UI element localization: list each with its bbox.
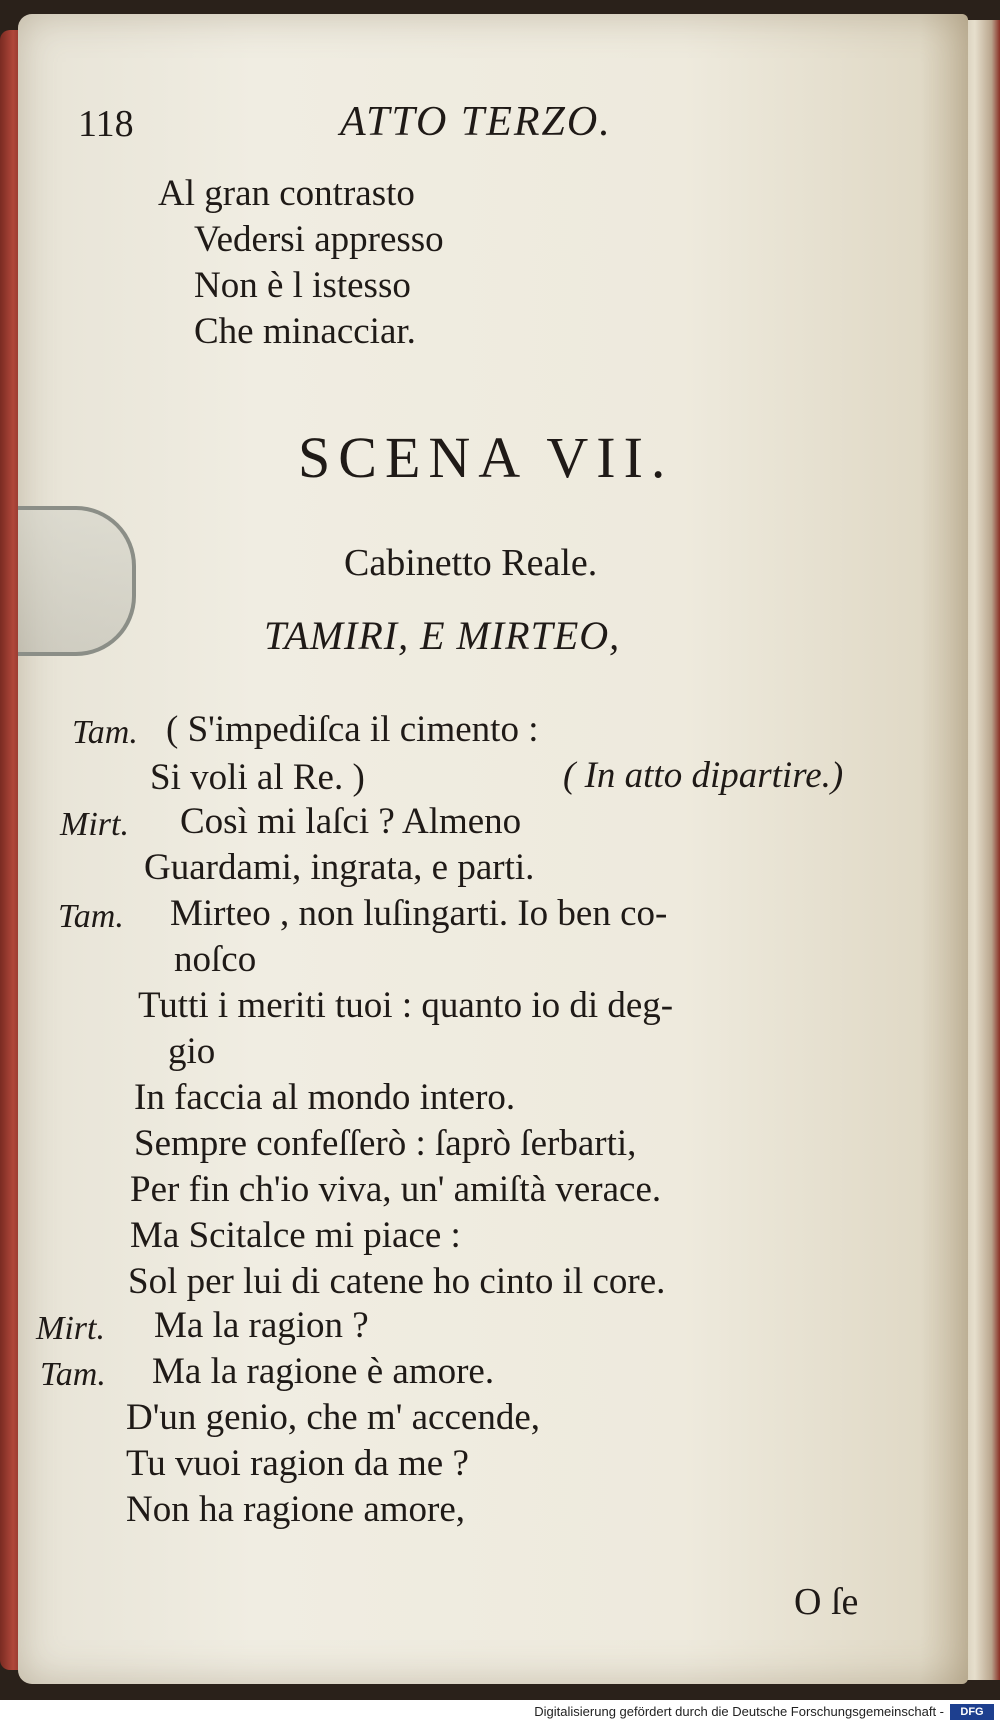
speaker-label: Tam. [40, 1356, 106, 1393]
running-head: ATTO TERZO. [340, 99, 612, 145]
scene-setting: Cabinetto Reale. [344, 542, 598, 584]
credit-text: Digitalisierung gefördert durch die Deutsche Forschungsgemeinschaft - [534, 1704, 944, 1719]
dialogue-line: Tutti i meriti tuoi : quanto io di deg- [138, 985, 674, 1026]
dialogue-line: noſco [174, 939, 257, 980]
catchword: O ſe [794, 1581, 859, 1623]
dialogue-line: Ma Scitalce mi piace : [130, 1215, 461, 1256]
dialogue-line: Così mi laſci ? Almeno [180, 801, 522, 842]
dialogue-line: Mirteo , non luſingarti. Io ben co- [170, 893, 668, 934]
dialogue-line: Per fin ch'io viva, un' amiſtà verace. [130, 1169, 662, 1210]
dialogue-line: Ma la ragione è amore. [152, 1351, 495, 1392]
dialogue-line: D'un genio, che m' accende, [126, 1397, 540, 1438]
speaker-label: Tam. [58, 898, 124, 935]
dialogue-line: Si voli al Re. ) [150, 757, 365, 798]
dialogue-line: Non ha ragione amore, [126, 1489, 466, 1530]
digitization-credit [0, 1700, 1000, 1724]
dialogue-line: Tu vuoi ragion da me ? [126, 1443, 469, 1484]
dialogue-line: Guardami, ingrata, e parti. [144, 847, 535, 888]
page-number: 118 [78, 103, 134, 145]
page [18, 14, 968, 1684]
bookmark-clip [18, 506, 136, 656]
dialogue-line: gio [168, 1031, 216, 1072]
dfg-logo: DFG [950, 1704, 994, 1720]
dialogue-line: Sol per lui di catene ho cinto il core. [128, 1261, 666, 1302]
dialogue-line: In faccia al mondo intero. [134, 1077, 516, 1118]
scene-title: SCENA VII. [298, 425, 674, 490]
dialogue-line: Sempre confeſſerò : ſaprò ſerbarti, [134, 1123, 637, 1164]
dialogue-line: ( S'impediſca il cimento : [166, 709, 539, 750]
speaker-label: Mirt. [60, 806, 129, 843]
aria-line: Al gran contrasto [158, 173, 415, 214]
dialogue-line: Ma la ragion ? [154, 1305, 369, 1346]
scene-characters: TAMIRI, E MIRTEO, [264, 613, 621, 658]
stage-direction: ( In atto dipartire.) [563, 755, 844, 796]
aria-line: Che minacciar. [194, 311, 416, 352]
speaker-label: Mirt. [36, 1310, 105, 1347]
aria-line: Vedersi appresso [194, 219, 444, 260]
aria-line: Non è l istesso [194, 265, 411, 306]
speaker-label: Tam. [72, 714, 138, 751]
